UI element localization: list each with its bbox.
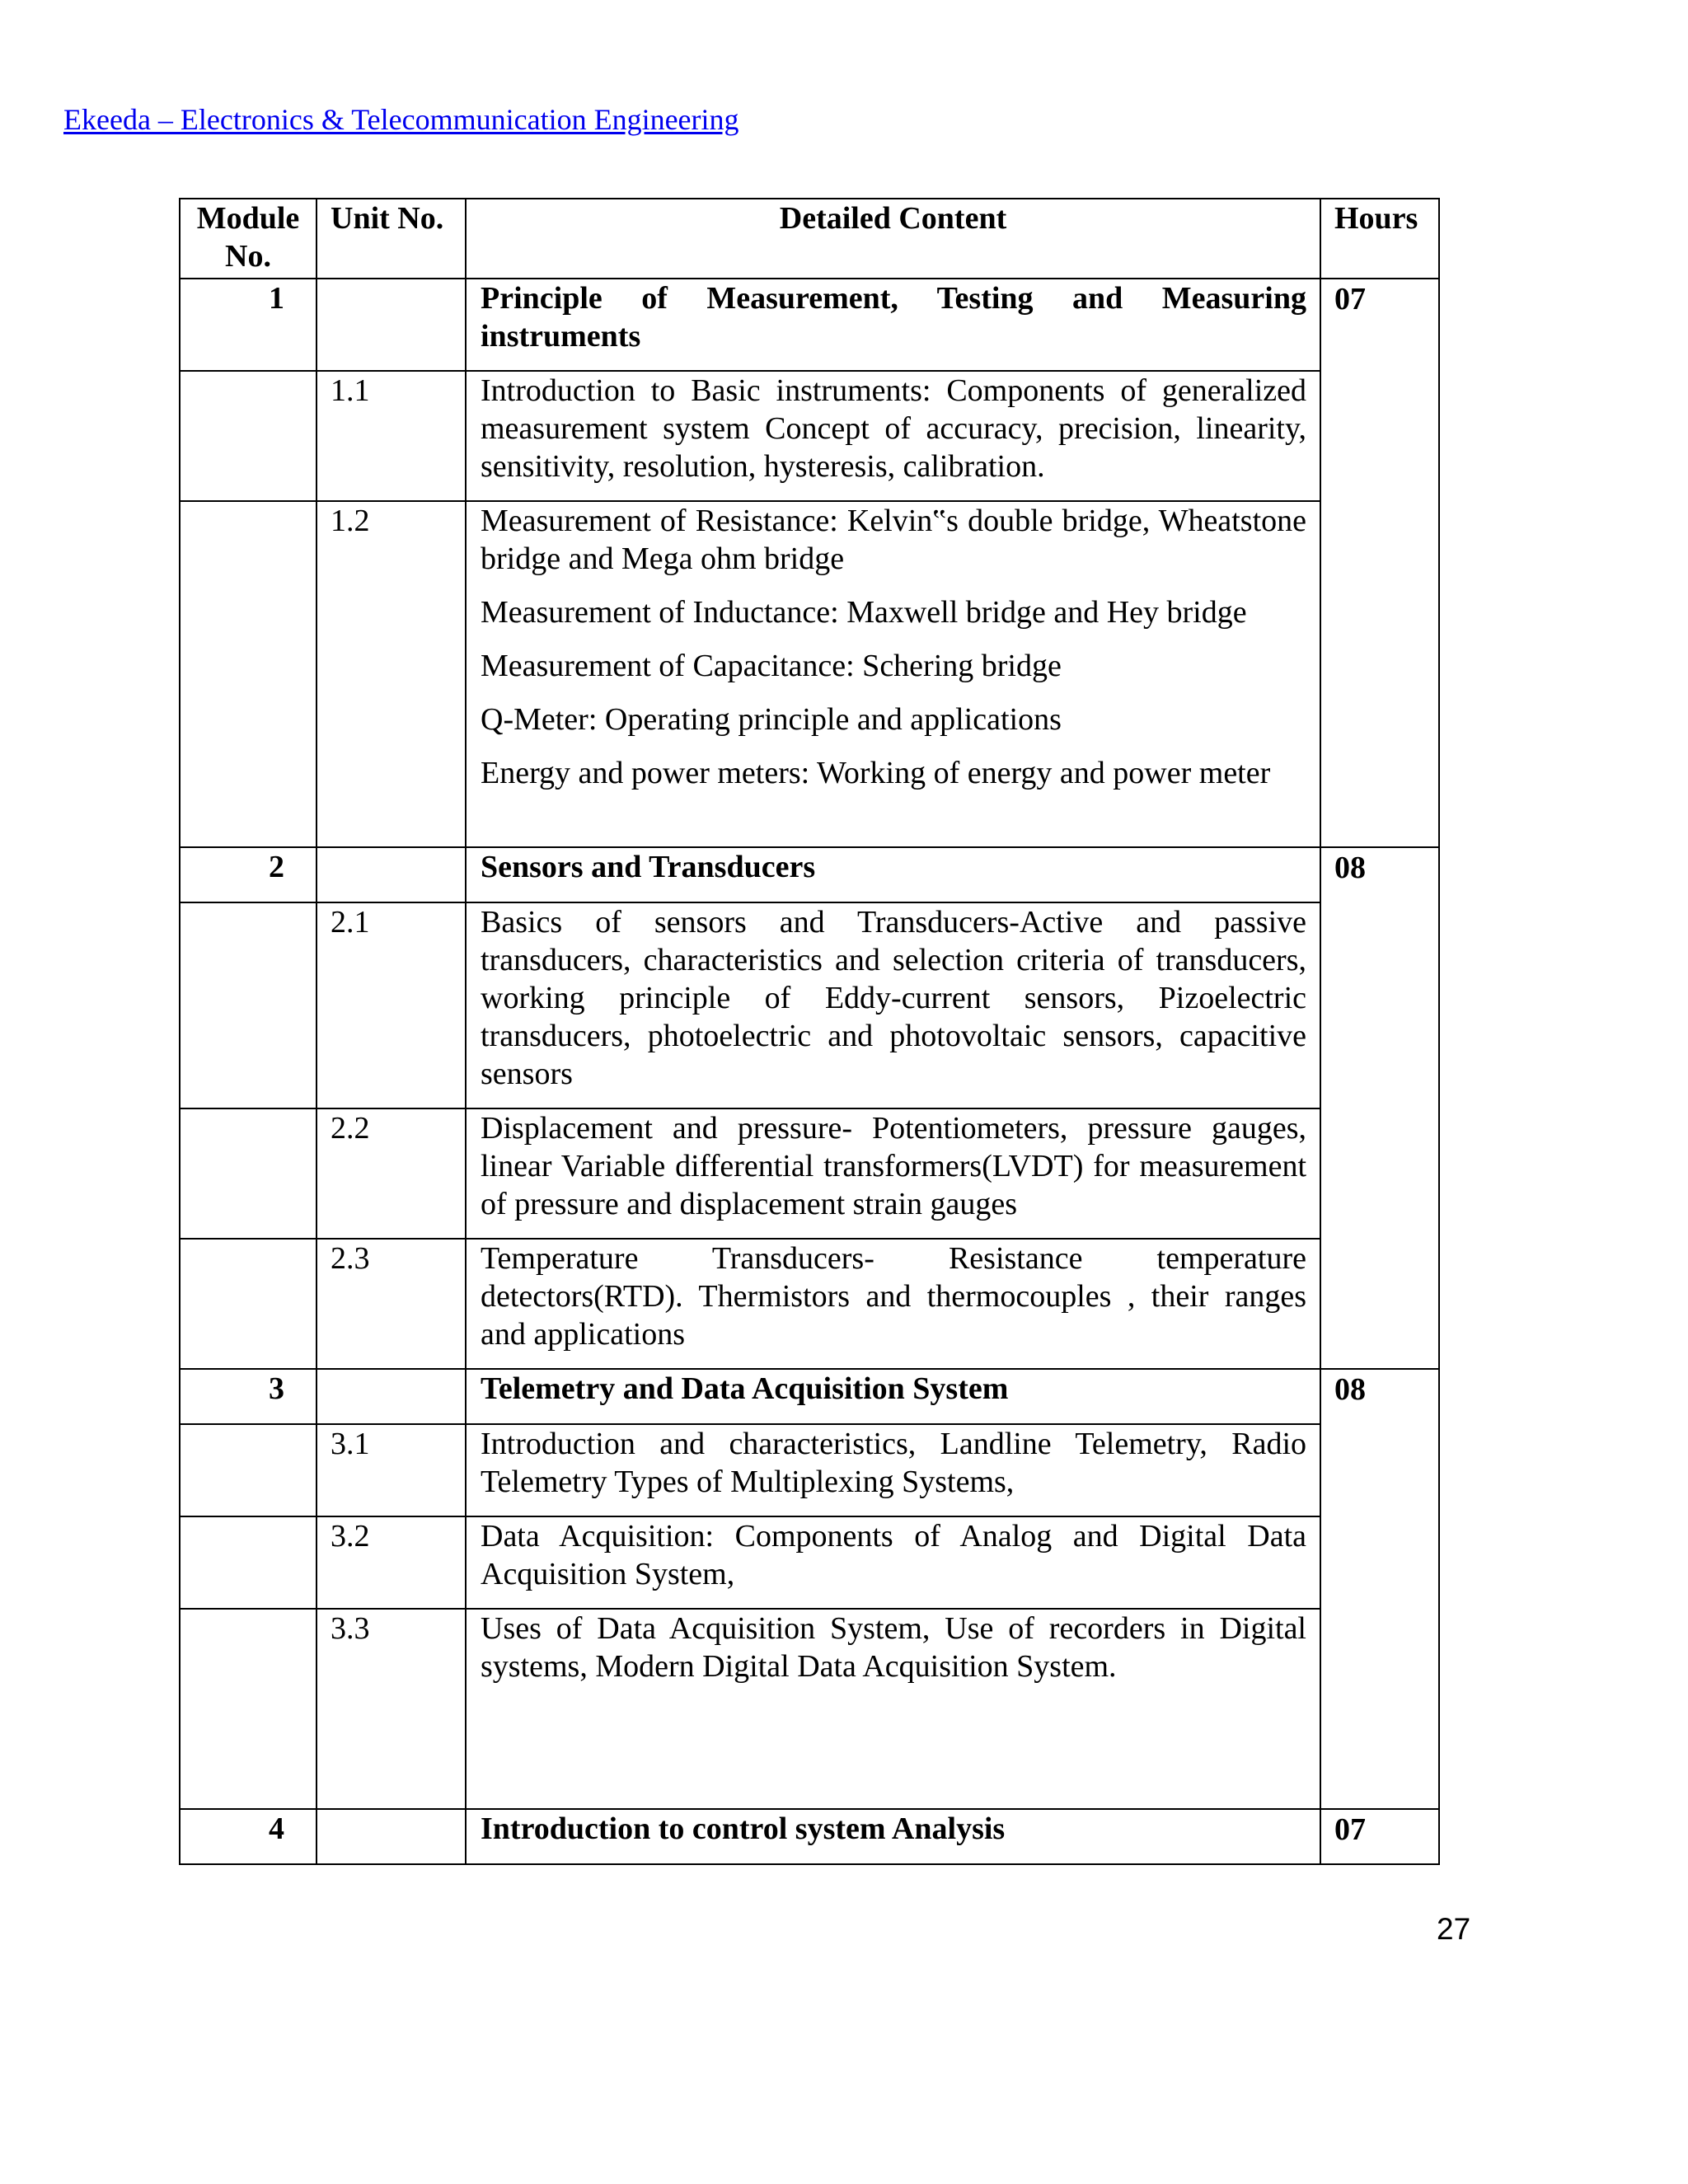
header-link[interactable]: Ekeeda – Electronics & Telecommunication Engineering: [63, 103, 739, 136]
syllabus-table: [179, 198, 1440, 1865]
module-title: Introduction to control system Analysis: [466, 1809, 1320, 1864]
unit-cell-empty: [316, 847, 466, 902]
unit-row: [180, 371, 1439, 501]
table-header-row: [180, 199, 1439, 279]
unit-paragraph: Measurement of Inductance: Maxwell bridge and Hey bridge: [481, 595, 1247, 630]
column-header-unit: Unit No.: [316, 199, 466, 279]
module-cell-empty: [180, 501, 316, 847]
module-number: 4: [180, 1809, 316, 1864]
unit-paragraph: Measurement of Capacitance: Schering bridge: [481, 649, 1062, 683]
module-hours: 07: [1320, 279, 1439, 847]
module-cell-empty: [180, 1424, 316, 1516]
unit-cell-empty: [316, 279, 466, 371]
unit-row: [180, 1239, 1439, 1369]
module-row: [180, 847, 1439, 902]
module-title: Telemetry and Data Acquisition System: [466, 1369, 1320, 1424]
unit-content: [466, 1424, 1320, 1516]
unit-number: 1.1: [316, 371, 466, 501]
unit-number: 1.2: [316, 501, 466, 847]
unit-paragraph: Displacement and pressure- Potentiometers, pressure gauges, linear Variable differential transformers(LVDT) for measurement of pressure and displacement strain gauges: [481, 1111, 1306, 1221]
module-row: [180, 279, 1439, 371]
unit-content: [466, 501, 1320, 847]
unit-number: 2.1: [316, 902, 466, 1108]
unit-row: [180, 501, 1439, 847]
module-number: 1: [180, 279, 316, 371]
unit-paragraph: Uses of Data Acquisition System, Use of recorders in Digital systems, Modern Digital Data Acquisition System.: [481, 1611, 1306, 1684]
module-cell-empty: [180, 1609, 316, 1809]
module-row: [180, 1369, 1439, 1424]
module-cell-empty: [180, 1108, 316, 1239]
unit-paragraph: Introduction and characteristics, Landline Telemetry, Radio Telemetry Types of Multiplexing Systems,: [481, 1427, 1306, 1499]
unit-content: [466, 902, 1320, 1108]
unit-paragraph: Data Acquisition: Components of Analog and Digital Data Acquisition System,: [481, 1519, 1306, 1591]
unit-paragraph: Energy and power meters: Working of energy and power meter: [481, 756, 1271, 790]
unit-row: [180, 1424, 1439, 1516]
module-row: [180, 1809, 1439, 1864]
module-number: 3: [180, 1369, 316, 1424]
module-number: 2: [180, 847, 316, 902]
module-cell-empty: [180, 371, 316, 501]
module-cell-empty: [180, 1239, 316, 1369]
module-cell-empty: [180, 902, 316, 1108]
column-header-content: Detailed Content: [466, 199, 1320, 279]
unit-row: [180, 902, 1439, 1108]
unit-cell-empty: [316, 1369, 466, 1424]
module-title: Sensors and Transducers: [466, 847, 1320, 902]
module-hours: 08: [1320, 1369, 1439, 1809]
unit-number: 3.2: [316, 1516, 466, 1609]
column-header-module: Module No.: [180, 199, 316, 279]
unit-cell-empty: [316, 1809, 466, 1864]
unit-content: [466, 1516, 1320, 1609]
module-title: Principle of Measurement, Testing and Measuring instruments: [466, 279, 1320, 371]
module-hours: 07: [1320, 1809, 1439, 1864]
unit-paragraph: Measurement of Resistance: Kelvin‟s double bridge, Wheatstone bridge and Mega ohm bridge: [481, 504, 1306, 576]
unit-number: 3.3: [316, 1609, 466, 1809]
unit-paragraph: Q-Meter: Operating principle and applications: [481, 702, 1062, 737]
unit-number: 2.2: [316, 1108, 466, 1239]
unit-content: [466, 371, 1320, 501]
unit-row: [180, 1609, 1439, 1809]
unit-number: 2.3: [316, 1239, 466, 1369]
module-cell-empty: [180, 1516, 316, 1609]
unit-content: [466, 1239, 1320, 1369]
unit-row: [180, 1108, 1439, 1239]
unit-content: [466, 1108, 1320, 1239]
unit-content: [466, 1609, 1320, 1809]
module-hours: 08: [1320, 847, 1439, 1369]
unit-number: 3.1: [316, 1424, 466, 1516]
unit-paragraph: Temperature Transducers- Resistance temperature detectors(RTD). Thermistors and thermocouples , their ranges and applications: [481, 1241, 1306, 1352]
page-number: 27: [1437, 1912, 1471, 1946]
unit-paragraph: Basics of sensors and Transducers-Active and passive transducers, characteristics and selection criteria of transducers, working principle of Eddy-current sensors, Pizoelectric transducers, photoelectric and photovoltaic sensors, capacitive sensors: [481, 905, 1306, 1091]
unit-row: [180, 1516, 1439, 1609]
unit-paragraph: Introduction to Basic instruments: Components of generalized measurement system Concept of accuracy, precision, linearity, sensitivity, resolution, hysteresis, calibration.: [481, 373, 1306, 484]
column-header-hours: Hours: [1320, 199, 1439, 279]
